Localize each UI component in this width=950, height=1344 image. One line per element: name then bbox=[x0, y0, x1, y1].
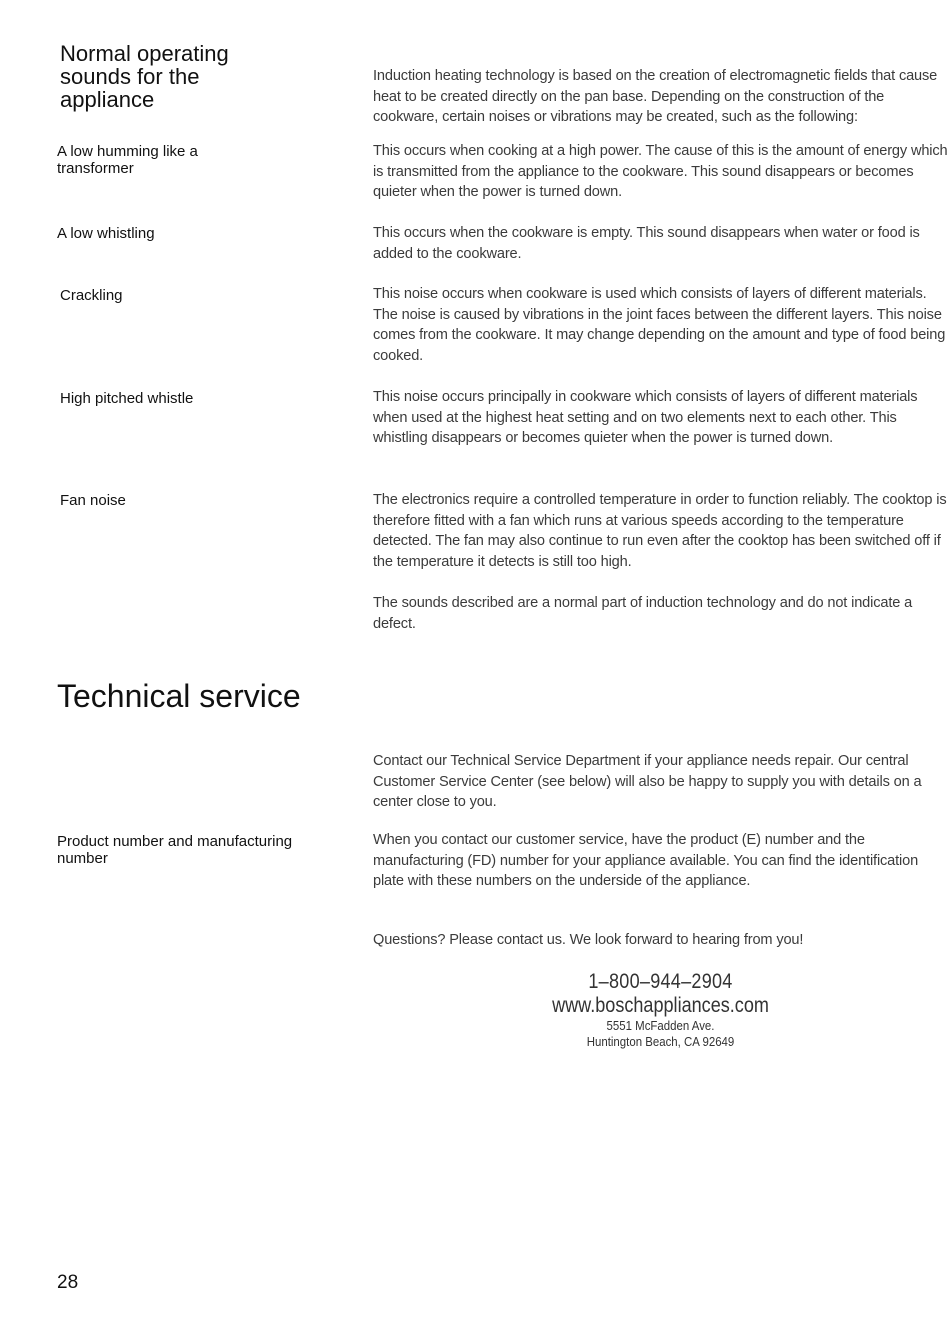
product-number-label: Product number and manufacturing number bbox=[57, 833, 293, 867]
page-number: 28 bbox=[57, 1272, 79, 1293]
sound-text-crackling: This noise occurs when cookware is used which consists of layers of different materials. The noise is caused by vibrations in the joint faces between the different layers. This noise comes from the cookware. It may change depending on the amount and type of food being cooked. bbox=[373, 286, 946, 364]
address-line-2: Huntington Beach, CA 92649 bbox=[586, 1034, 735, 1049]
technical-intro: Contact our Technical Service Department if your appliance needs repair. Our central Customer Service Center (see below) will also be happy to supply you with details on a center close to you. bbox=[373, 753, 922, 811]
sound-text-high-whistle: This noise occurs principally in cookware which consists of layers of different materials when used at the highest heat setting and on two elements next to each other. This whistling disappears or becomes quieter when the power is turned down. bbox=[373, 389, 918, 447]
technical-service-title: Technical service bbox=[57, 678, 301, 714]
sound-label-crackling: Crackling bbox=[60, 287, 123, 304]
contact-block bbox=[373, 970, 948, 1050]
sound-label-humming: A low humming like a transformer bbox=[57, 143, 198, 177]
sounds-note: The sounds described are a normal part of induction technology and do not indicate a defect. bbox=[373, 595, 913, 632]
address-line-1: 5551 McFadden Ave. bbox=[606, 1018, 715, 1033]
sound-label-low-whistling: A low whistling bbox=[57, 225, 155, 242]
sound-text-humming: This occurs when cooking at a high power. The cause of this is the amount of energy which is transmitted from the appliance to the cookware. This sound disappears or becomes quieter when the power is turned down. bbox=[373, 143, 948, 201]
phone-number: 1–800–944–2904 bbox=[588, 970, 733, 993]
section-heading: Normal operating sounds for the appliance bbox=[60, 41, 229, 112]
website-link[interactable]: www.boschappliances.com bbox=[552, 994, 769, 1017]
sound-label-fan-noise: Fan noise bbox=[60, 492, 126, 509]
sound-text-low-whistling: This occurs when the cookware is empty. This sound disappears when water or food is added to the cookware. bbox=[373, 225, 920, 262]
questions-text: Questions? Please contact us. We look forward to hearing from you! bbox=[373, 932, 804, 948]
sound-text-fan-noise: The electronics require a controlled temperature in order to function reliably. The cooktop is therefore fitted with a fan which runs at various speeds according to the temperature detected. The fan may also continue to run even after the cooktop has been switched off if the temperature it detects is still too high. bbox=[373, 492, 947, 570]
product-number-text: When you contact our customer service, have the product (E) number and the manufacturing (FD) number for your appliance available. You can find the identification plate with these numbers on the underside of the appliance. bbox=[373, 832, 919, 890]
sound-label-high-whistle: High pitched whistle bbox=[60, 390, 194, 407]
intro-paragraph: Induction heating technology is based on the creation of electromagnetic fields that cause heat to be created directly on the pan base. Depending on the construction of the cookware, certain noises or vibrations may be created, such as the following: bbox=[373, 68, 938, 126]
